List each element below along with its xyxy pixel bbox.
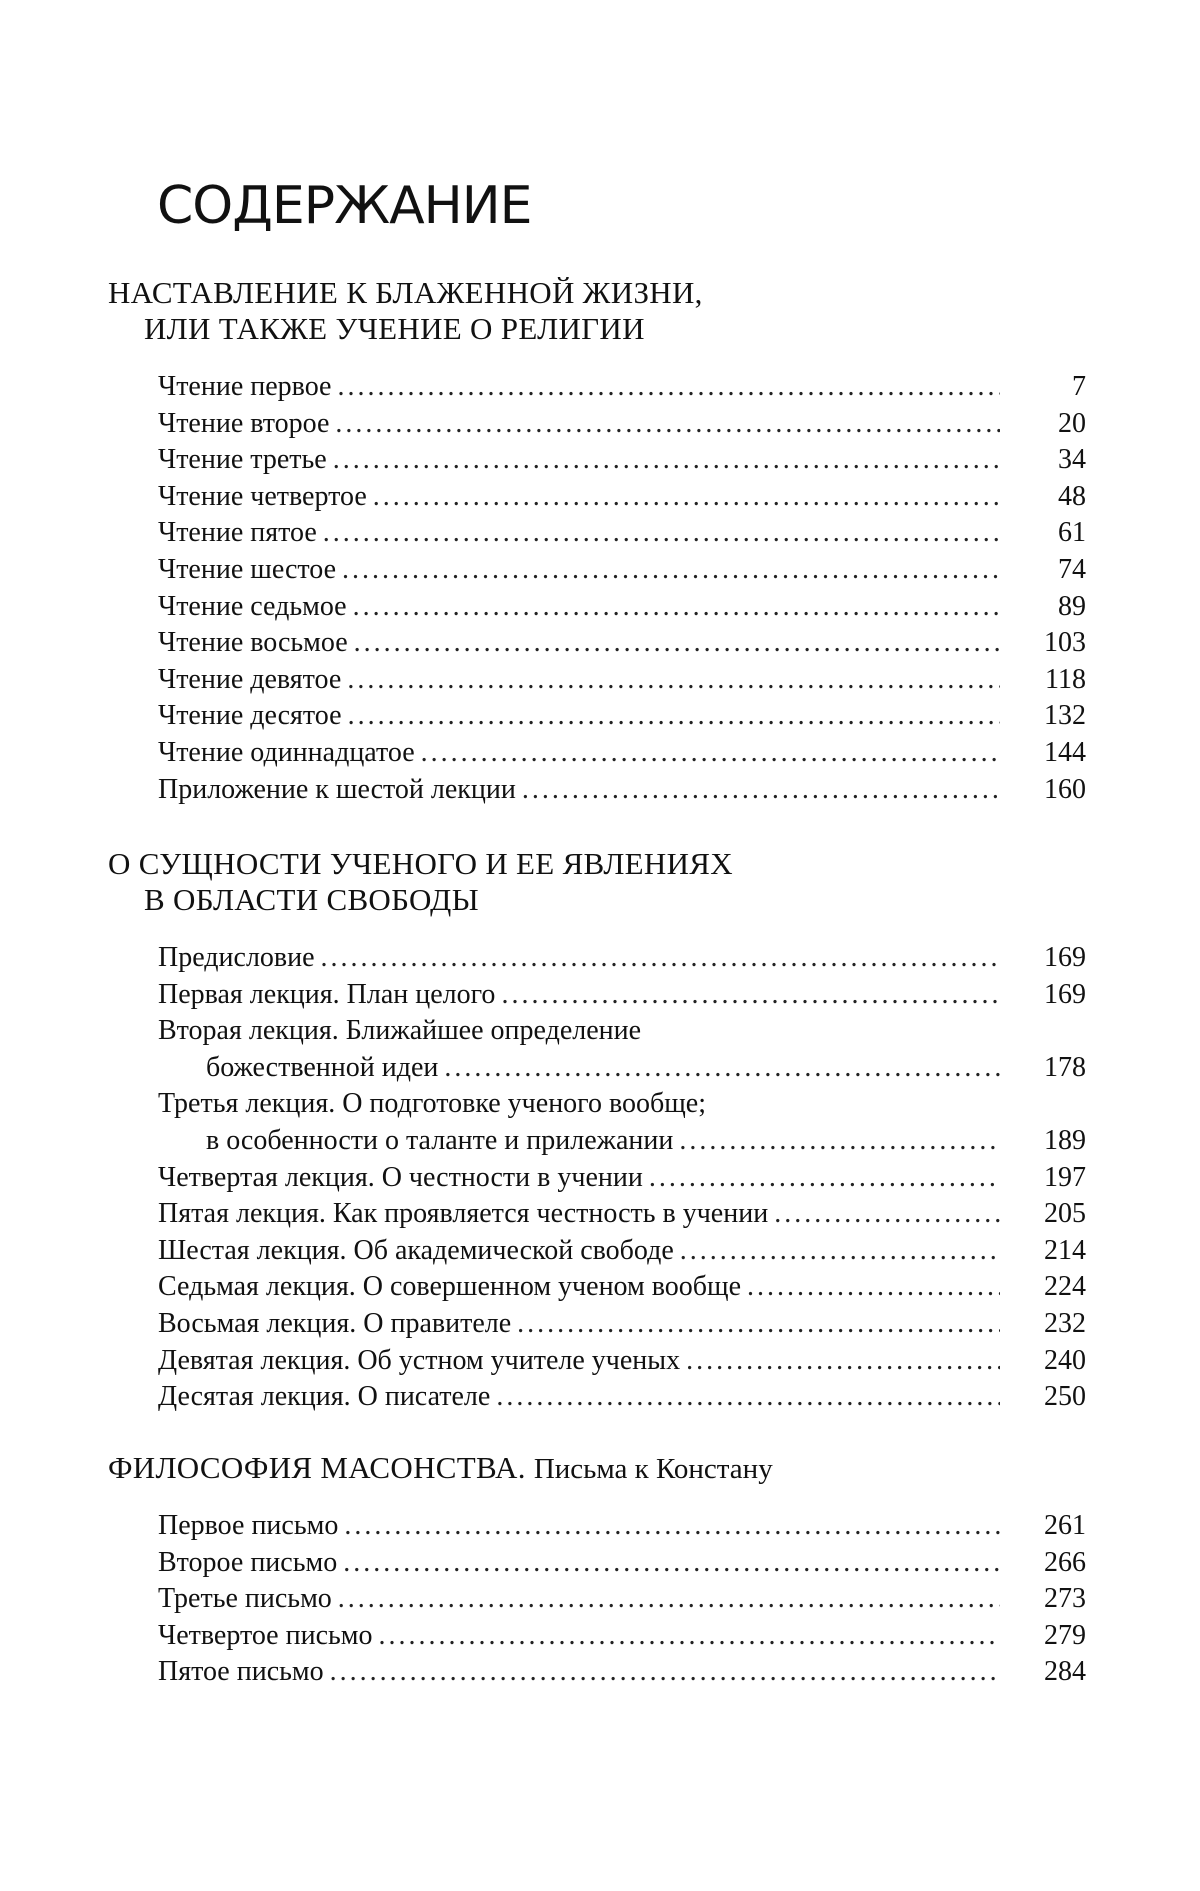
toc-entry-label: Чтение десятое <box>158 700 342 732</box>
toc-entry[interactable] <box>158 625 1086 662</box>
dot-leader <box>680 1233 1000 1270</box>
dot-leader <box>321 940 1000 977</box>
page-title: СОДЕРЖАНИЕ <box>157 176 532 236</box>
toc-entry-page: 74 <box>1058 553 1086 585</box>
dot-leader <box>421 735 1000 772</box>
toc-entry-label: Чтение одиннадцатое <box>158 736 415 768</box>
toc-entry[interactable] <box>158 1013 1086 1086</box>
toc-list-religion <box>158 369 1086 808</box>
toc-entry-label: Пятое письмо <box>158 1656 324 1688</box>
toc-entry-page: 178 <box>1044 1051 1086 1083</box>
dot-leader <box>522 772 1000 809</box>
toc-entry-label: Чтение восьмое <box>158 627 348 659</box>
dot-leader <box>335 406 1000 443</box>
toc-entry-page: 189 <box>1044 1124 1086 1156</box>
toc-entry-label: Девятая лекция. Об устном учителе ученых <box>158 1344 681 1376</box>
toc-entry-page: 232 <box>1044 1307 1086 1339</box>
toc-entry[interactable] <box>158 735 1086 772</box>
toc-entry[interactable] <box>158 479 1086 516</box>
toc-entry-page: 279 <box>1044 1619 1086 1651</box>
toc-entry[interactable] <box>158 1160 1086 1197</box>
toc-entry-page: 20 <box>1058 407 1086 439</box>
toc-entry-page: 266 <box>1044 1546 1086 1578</box>
toc-entry-page: 89 <box>1058 590 1086 622</box>
toc-entry-page: 7 <box>1072 371 1086 402</box>
toc-entry-page: 34 <box>1058 444 1086 476</box>
toc-entry-page: 284 <box>1044 1656 1086 1688</box>
toc-entry-page: 169 <box>1044 978 1086 1010</box>
toc-entry[interactable] <box>158 662 1086 699</box>
toc-entry-page: 250 <box>1044 1381 1086 1413</box>
toc-entry-page: 103 <box>1044 627 1086 659</box>
dot-leader <box>373 479 1000 516</box>
toc-entry-label: Чтение пятое <box>158 517 317 549</box>
toc-entry[interactable] <box>158 772 1086 809</box>
toc-entry[interactable] <box>158 1306 1086 1343</box>
toc-entry-label: Второе письмо <box>158 1546 338 1578</box>
toc-entry-page: 261 <box>1044 1510 1086 1541</box>
toc-entry-label: Чтение второе <box>158 407 330 439</box>
toc-entry-label: Предисловие <box>158 942 315 973</box>
toc-entry-label: в особенности о таланте и прилежании <box>206 1124 674 1156</box>
section-heading-religion <box>108 275 703 347</box>
toc-entry[interactable] <box>158 1379 1086 1416</box>
toc-entry[interactable] <box>158 1654 1086 1691</box>
toc-list-masonry <box>158 1508 1086 1691</box>
toc-entry-page: 132 <box>1044 700 1086 732</box>
dot-leader <box>379 1618 1001 1655</box>
dot-leader <box>348 698 1000 735</box>
dot-leader <box>338 1581 1000 1618</box>
toc-entry-page: 224 <box>1044 1271 1086 1303</box>
toc-entry-label: Седьмая лекция. О совершенном ученом вообще <box>158 1271 741 1303</box>
dot-leader <box>330 1654 1000 1691</box>
toc-entry[interactable] <box>158 552 1086 589</box>
toc-entry-label: божественной идеи <box>206 1051 439 1083</box>
toc-entry-page: 240 <box>1044 1344 1086 1376</box>
toc-entry-label: Восьмая лекция. О правителе <box>158 1307 512 1339</box>
toc-entry[interactable] <box>158 1233 1086 1270</box>
section-heading-line <box>108 1450 773 1487</box>
section-heading-subtitle: Письма к Констану <box>533 1453 773 1485</box>
toc-entry[interactable] <box>158 369 1086 406</box>
dot-leader <box>496 1379 1000 1416</box>
toc-entry[interactable] <box>158 1343 1086 1380</box>
section-heading-line: О СУЩНОСТИ УЧЕНОГО И ЕЕ ЯВЛЕНИЯХ <box>108 846 733 881</box>
dot-leader <box>343 1545 1000 1582</box>
toc-entry[interactable] <box>158 1269 1086 1306</box>
toc-entry-label: Шестая лекция. Об академической свободе <box>158 1234 674 1266</box>
toc-entry-label: Приложение к шестой лекции <box>158 773 516 805</box>
toc-entry-label: Чтение первое <box>158 371 332 402</box>
toc-entry-page: 160 <box>1044 773 1086 805</box>
toc-entry-label: Чтение третье <box>158 444 327 476</box>
toc-entry[interactable] <box>158 589 1086 626</box>
dot-leader <box>686 1343 1000 1380</box>
toc-entry-label: Первое письмо <box>158 1510 339 1541</box>
dot-leader <box>679 1123 1000 1160</box>
dot-leader <box>649 1160 1000 1197</box>
toc-entry-label: Чтение шестое <box>158 553 337 585</box>
toc-entry-page: 214 <box>1044 1234 1086 1266</box>
toc-entry-label-first-line: Вторая лекция. Ближайшее определение <box>158 1015 642 1047</box>
toc-entry[interactable] <box>158 442 1086 479</box>
dot-leader <box>747 1269 1000 1306</box>
toc-entry-label: Четвертое письмо <box>158 1619 373 1651</box>
toc-entry[interactable] <box>158 977 1086 1014</box>
toc-entry-page: 205 <box>1044 1198 1086 1230</box>
toc-entry-page: 273 <box>1044 1583 1086 1615</box>
toc-entry[interactable] <box>158 1508 1086 1545</box>
dot-leader <box>444 1050 1000 1087</box>
toc-entry[interactable] <box>158 1618 1086 1655</box>
toc-entry[interactable] <box>158 698 1086 735</box>
dot-leader <box>333 442 1000 479</box>
toc-entry-label: Пятая лекция. Как проявляется честность в учении <box>158 1198 769 1230</box>
toc-list-scholar <box>158 940 1086 1416</box>
toc-entry-label: Чтение четвертое <box>158 480 367 512</box>
section-heading-main: ФИЛОСОФИЯ МАСОНСТВА. <box>108 1450 526 1485</box>
toc-entry-label-first-line: Третья лекция. О подготовке ученого вообще; <box>158 1088 707 1120</box>
dot-leader <box>517 1306 1000 1343</box>
toc-entry[interactable] <box>158 515 1086 552</box>
toc-entry[interactable] <box>158 1086 1086 1159</box>
toc-entry-label: Чтение девятое <box>158 663 342 695</box>
section-heading-scholar <box>108 846 733 918</box>
section-heading-line: ИЛИ ТАКЖЕ УЧЕНИЕ О РЕЛИГИИ <box>144 311 645 346</box>
dot-leader <box>501 977 1000 1014</box>
dot-leader <box>323 515 1000 552</box>
toc-entry-label: Третье письмо <box>158 1583 332 1615</box>
toc-entry[interactable] <box>158 406 1086 443</box>
dot-leader <box>337 369 1000 406</box>
toc-entry-label: Десятая лекция. О писателе <box>158 1381 491 1413</box>
section-heading-line: В ОБЛАСТИ СВОБОДЫ <box>144 882 479 917</box>
toc-entry-page: 197 <box>1044 1161 1086 1193</box>
toc-entry-page: 118 <box>1045 663 1086 695</box>
dot-leader <box>774 1196 1000 1233</box>
dot-leader <box>354 625 1000 662</box>
dot-leader <box>344 1508 1000 1545</box>
toc-entry[interactable] <box>158 1196 1086 1233</box>
toc-entry[interactable] <box>158 1581 1086 1618</box>
toc-entry-page: 169 <box>1044 942 1086 973</box>
section-heading-line: НАСТАВЛЕНИЕ К БЛАЖЕННОЙ ЖИЗНИ, <box>108 275 703 310</box>
toc-entry[interactable] <box>158 940 1086 977</box>
dot-leader <box>353 589 1000 626</box>
toc-entry-page: 144 <box>1044 736 1086 768</box>
toc-entry-page: 48 <box>1058 480 1086 512</box>
toc-entry-label: Четвертая лекция. О честности в учении <box>158 1161 643 1193</box>
dot-leader <box>347 662 1000 699</box>
section-heading-masonry <box>108 1450 773 1487</box>
toc-entry-label: Чтение седьмое <box>158 590 347 622</box>
dot-leader <box>342 552 1000 589</box>
toc-entry[interactable] <box>158 1545 1086 1582</box>
toc-entry-label: Первая лекция. План целого <box>158 978 496 1010</box>
toc-entry-page: 61 <box>1058 517 1086 549</box>
